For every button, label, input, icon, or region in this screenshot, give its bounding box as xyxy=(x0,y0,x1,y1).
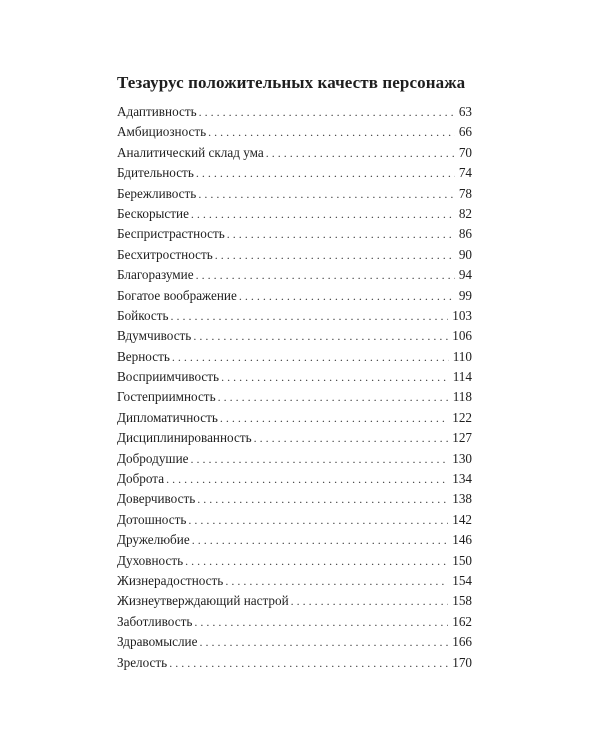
toc-entry[interactable] xyxy=(117,143,472,163)
toc-entry-page-number: 166 xyxy=(452,634,472,650)
toc-entry[interactable] xyxy=(117,122,472,142)
toc-entry-label: Жизнерадостность xyxy=(117,572,224,588)
toc-entry-label: Зрелость xyxy=(117,654,168,670)
toc-entry[interactable] xyxy=(117,489,472,509)
toc-entry[interactable] xyxy=(117,387,472,407)
toc-entry[interactable] xyxy=(117,469,472,489)
toc-entry-page-number: 138 xyxy=(452,491,472,507)
toc-dot-leader xyxy=(220,408,448,428)
toc-entry-page-number: 78 xyxy=(458,185,472,201)
toc-dot-leader xyxy=(199,632,448,652)
toc-entry-label: Аналитический склад ума xyxy=(117,144,264,160)
toc-entry[interactable] xyxy=(117,286,472,306)
toc-entry-page-number: 66 xyxy=(458,124,472,140)
toc-entry[interactable] xyxy=(117,326,472,346)
toc-entry-label: Адаптивность xyxy=(117,104,197,119)
toc-dot-leader xyxy=(188,510,448,530)
toc-entry-page-number: 150 xyxy=(452,552,472,568)
toc-entry-label: Благоразумие xyxy=(117,267,194,283)
toc-entry[interactable] xyxy=(117,224,472,244)
toc-entry-page-number: 170 xyxy=(452,654,472,670)
toc-entry-page-number: 127 xyxy=(452,430,472,446)
toc-entry[interactable] xyxy=(117,653,472,673)
toc-entry-page-number: 99 xyxy=(458,287,472,303)
toc-entry-label: Добродушие xyxy=(117,450,189,466)
toc-entry-page-number: 134 xyxy=(452,471,472,487)
toc-entry-label: Заботливость xyxy=(117,613,193,629)
toc-entry-page-number: 122 xyxy=(452,409,472,425)
toc-entry-page-number: 74 xyxy=(458,165,472,181)
toc-entry[interactable] xyxy=(117,265,472,285)
toc-entry-page-number: 63 xyxy=(458,104,472,119)
toc-dot-leader xyxy=(198,184,455,204)
toc-entry-page-number: 118 xyxy=(452,389,472,405)
toc-entry[interactable] xyxy=(117,102,472,122)
toc-entry-page-number: 154 xyxy=(452,572,472,588)
toc-entry-label: Дисциплинированность xyxy=(117,430,252,446)
toc-entry-label: Дипломатичность xyxy=(117,409,218,425)
toc-dot-leader xyxy=(197,489,448,509)
toc-entry-page-number: 70 xyxy=(458,144,472,160)
toc-entry-label: Бескорыстие xyxy=(117,205,189,221)
toc-entry-label: Амбициозность xyxy=(117,124,207,140)
toc-entry-page-number: 110 xyxy=(452,348,472,364)
toc-dot-leader xyxy=(254,428,449,448)
toc-entry-label: Беспристрастность xyxy=(117,226,225,242)
toc-entry-page-number: 90 xyxy=(458,246,472,262)
toc-entry-label: Здравомыслие xyxy=(117,634,198,650)
toc-entry-label: Богатое воображение xyxy=(117,287,237,303)
toc-entry-label: Бесхитростность xyxy=(117,246,213,262)
toc-entry[interactable] xyxy=(117,530,472,550)
toc-entry-page-number: 114 xyxy=(452,369,472,385)
toc-dot-leader xyxy=(185,551,448,571)
toc-dot-leader xyxy=(227,224,455,244)
toc-dot-leader xyxy=(218,387,449,407)
toc-dot-leader xyxy=(192,530,449,550)
toc-entry-page-number: 162 xyxy=(452,613,472,629)
toc-entry-label: Дружелюбие xyxy=(117,532,190,548)
toc-dot-leader xyxy=(191,204,455,224)
toc-entry-label: Духовность xyxy=(117,552,184,568)
toc-dot-leader xyxy=(169,653,448,673)
toc-entry-page-number: 146 xyxy=(452,532,472,548)
toc-entry-label: Дотошность xyxy=(117,511,187,527)
toc-entry-label: Гостеприимность xyxy=(117,389,216,405)
toc-entry-label: Восприимчивость xyxy=(117,369,220,385)
toc-entry[interactable] xyxy=(117,571,472,591)
toc-entry-page-number: 158 xyxy=(452,593,472,609)
toc-dot-leader xyxy=(193,326,448,346)
toc-dot-leader xyxy=(221,367,449,387)
toc-entry[interactable] xyxy=(117,632,472,652)
toc-entry[interactable] xyxy=(117,367,472,387)
toc-list xyxy=(117,102,472,673)
toc-title: Тезаурус положительных качеств персонажа xyxy=(117,73,466,92)
toc-dot-leader xyxy=(199,102,455,122)
toc-entry-label: Верность xyxy=(117,348,170,364)
toc-entry-label: Бережливость xyxy=(117,185,197,201)
toc-entry-page-number: 142 xyxy=(452,511,472,527)
toc-entry[interactable] xyxy=(117,510,472,530)
toc-dot-leader xyxy=(291,591,449,611)
toc-entry[interactable] xyxy=(117,449,472,469)
toc-entry[interactable] xyxy=(117,591,472,611)
toc-dot-leader xyxy=(166,469,448,489)
toc-entry-page-number: 103 xyxy=(452,307,472,323)
toc-entry-page-number: 86 xyxy=(458,226,472,242)
toc-entry[interactable] xyxy=(117,612,472,632)
toc-entry[interactable] xyxy=(117,306,472,326)
toc-entry-label: Доверчивость xyxy=(117,491,196,507)
toc-entry-page-number: 130 xyxy=(452,450,472,466)
toc-entry[interactable] xyxy=(117,184,472,204)
toc-dot-leader xyxy=(208,122,455,142)
toc-entry[interactable] xyxy=(117,347,472,367)
toc-entry-label: Бдительность xyxy=(117,165,194,181)
toc-dot-leader xyxy=(196,265,455,285)
toc-entry-label: Бойкость xyxy=(117,307,169,323)
toc-entry[interactable] xyxy=(117,551,472,571)
toc-dot-leader xyxy=(194,612,448,632)
toc-dot-leader xyxy=(266,143,455,163)
toc-dot-leader xyxy=(225,571,448,591)
toc-entry-label: Жизнеутверждающий настрой xyxy=(117,593,289,609)
toc-entry[interactable] xyxy=(117,245,472,265)
toc-entry[interactable] xyxy=(117,408,472,428)
toc-dot-leader xyxy=(196,163,455,183)
toc-dot-leader xyxy=(190,449,448,469)
toc-dot-leader xyxy=(215,245,455,265)
toc-dot-leader xyxy=(239,286,455,306)
toc-entry-page-number: 106 xyxy=(452,328,472,344)
toc-entry-label: Доброта xyxy=(117,471,165,487)
toc-entry[interactable] xyxy=(117,204,472,224)
toc-entry-page-number: 94 xyxy=(458,267,472,283)
toc-entry[interactable] xyxy=(117,163,472,183)
toc-entry[interactable] xyxy=(117,428,472,448)
toc-entry-label: Вдумчивость xyxy=(117,328,192,344)
toc-dot-leader xyxy=(171,306,449,326)
toc-dot-leader xyxy=(172,347,449,367)
toc-entry-page-number: 82 xyxy=(458,205,472,221)
